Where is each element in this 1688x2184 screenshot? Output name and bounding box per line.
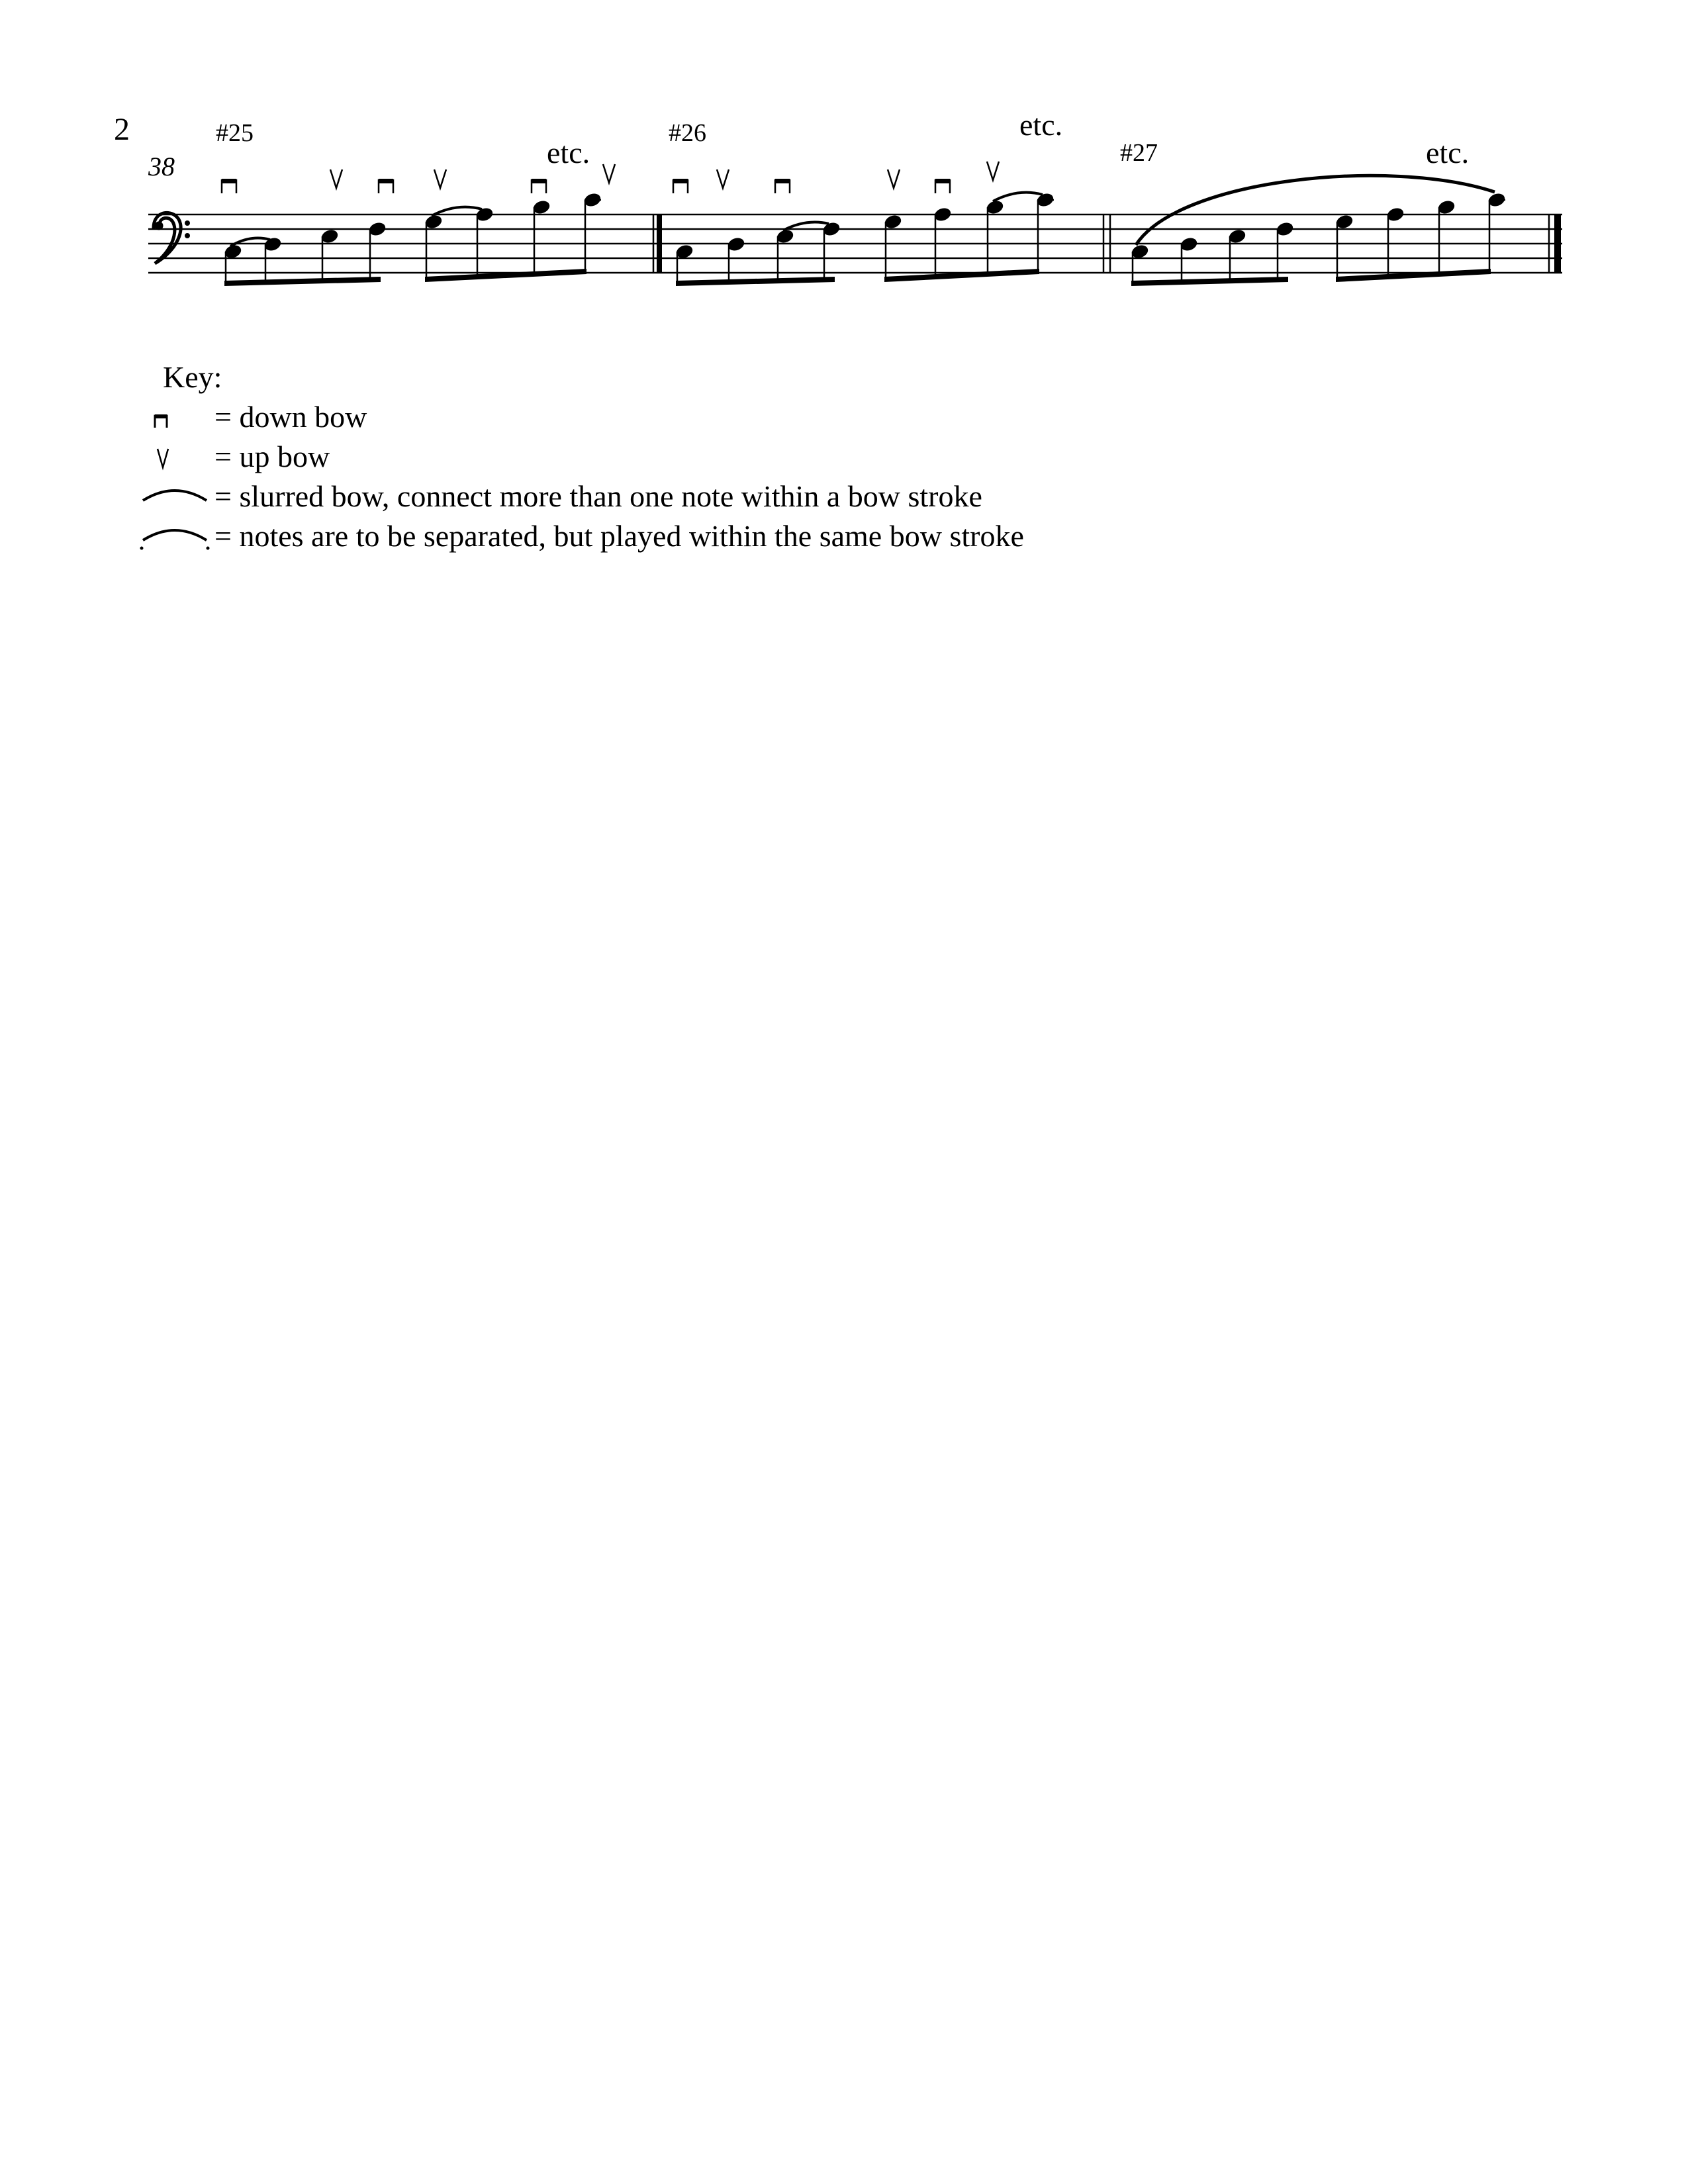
key-text-down-bow: = down bow bbox=[214, 400, 367, 434]
slur-icon bbox=[132, 477, 212, 516]
bass-clef-icon bbox=[154, 213, 190, 263]
up-bow-icon bbox=[132, 437, 212, 477]
page-number: 2 bbox=[114, 112, 130, 147]
exercise-26-bowings bbox=[673, 162, 999, 193]
exercise-label-26: #26 bbox=[669, 119, 706, 147]
exercise-25-notes bbox=[224, 192, 602, 286]
key-text-slur: = slurred bow, connect more than one note within a bow stroke bbox=[214, 479, 982, 513]
exercise-label-25: #25 bbox=[216, 119, 254, 147]
key-text-dotted-slur: = notes are to be separated, but played within the same bow stroke bbox=[214, 519, 1024, 553]
etc-text-25: etc. bbox=[547, 136, 590, 169]
exercise-27-notes bbox=[1131, 175, 1506, 286]
dotted-slur-icon bbox=[132, 516, 212, 556]
etc-text-27: etc. bbox=[1426, 136, 1470, 169]
key-text-up-bow: = up bow bbox=[214, 440, 330, 473]
exercise-25-bowings bbox=[222, 164, 615, 193]
music-staff bbox=[0, 0, 1688, 344]
exercise-26-notes bbox=[675, 192, 1055, 286]
down-bow-icon bbox=[132, 397, 212, 437]
etc-text-26: etc. bbox=[1019, 108, 1063, 142]
measure-number: 38 bbox=[148, 152, 175, 181]
exercise-label-27: #27 bbox=[1120, 139, 1158, 167]
key-title: Key: bbox=[163, 360, 222, 394]
